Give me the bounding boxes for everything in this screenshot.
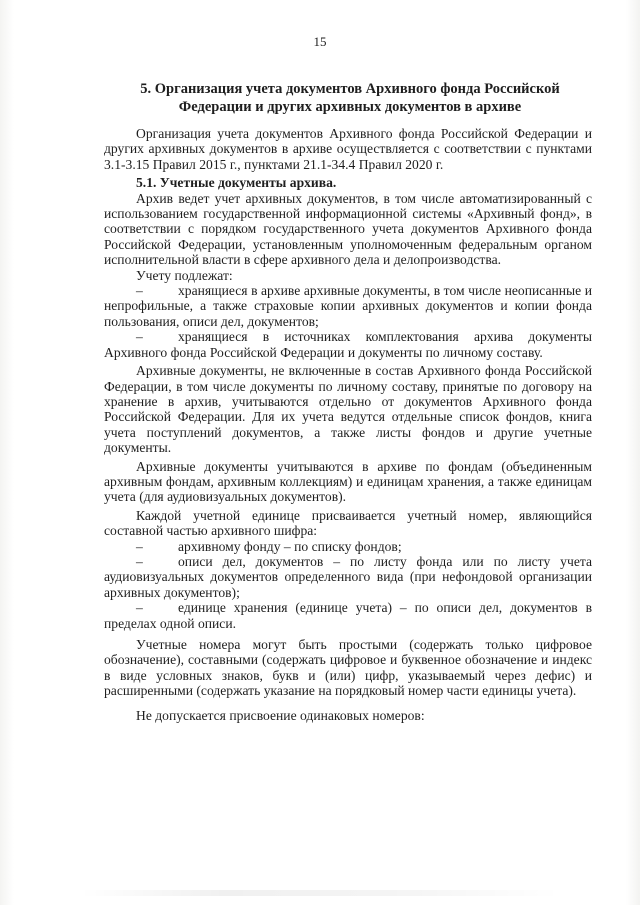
page-number: 15 — [313, 34, 327, 49]
list-item-inventory — [104, 554, 592, 600]
list-item-source-documents — [104, 329, 592, 360]
paragraph-accounting-units: Архивные документы учитываются в архиве по фондам (объединенным архивным фондам, архивным коллекциям) и единицам хранения, а также единицам учета (для аудиовизуальных документов). — [104, 458, 592, 505]
list-item-text: хранящиеся в источниках комплектования архива документы Архивного фонда Российской Федерации и документы по личному составу. — [104, 329, 592, 360]
document-body — [104, 126, 592, 723]
list-dash: – — [136, 600, 143, 616]
list-dash: – — [136, 283, 143, 299]
list-dash: – — [136, 538, 143, 554]
paragraph-subject-to-accounting: Учету подлежат: — [136, 267, 233, 283]
subheading: 5.1. Учетные документы архива. — [136, 175, 337, 191]
list-item-text: описи дел, документов – по листу фонда или по листу учета аудиовизуальных документов определенного вида (при нефондовой организации архивных документов); — [104, 553, 592, 600]
list-dash: – — [136, 329, 143, 345]
paragraph-number-types: Учетные номера могут быть простыми (содержать только цифровое обозначение), составными (содержать цифровое и буквенное обозначение и индекс в виде условных знаков, букв и (или) цифр, указываемый через дефис) и расширенными (содержать указание на порядковый номер части единицы учета). — [104, 637, 592, 699]
list-item-text: единице хранения (единице учета) – по описи дел, документов в пределах одной описи. — [104, 600, 592, 631]
paragraph-duplicate-numbers: Не допускается присвоение одинаковых номеров: — [136, 707, 425, 723]
list-item-fund — [104, 539, 592, 554]
list-item-text: архивному фонду – по списку фондов; — [178, 538, 402, 554]
section-title: 5. Организация учета документов Архивного фонда Российской Федерации и других архивных документов в архиве — [140, 81, 560, 115]
list-item-text: хранящиеся в архиве архивные документы, в том числе неописанные и непрофильные, а также страховые копии архивных документов и копии фонда пользования, описи дел, документов; — [104, 283, 592, 329]
list-item-storage-unit — [104, 600, 592, 631]
scan-artifact — [80, 890, 560, 896]
paragraph-intro: Организация учета документов Архивного фонда Российской Федерации и других архивных документов в архиве осуществляется с соответствии с пунктами 3.1-3.15 Правил 2015 г., пунктами 21.1-34.4 Правил 2020 г. — [104, 126, 592, 172]
paragraph-accounting-number: Каждой учетной единице присваивается учетный номер, являющийся составной частью архивного шифра: — [104, 507, 592, 539]
paragraph-archive-accounting: Архив ведет учет архивных документов, в том числе автоматизированный с использованием государственной информационной системы «Архивный фонд», в соответствии с порядком государственного учета документов Архивного фонда Российской Федерации, установленным уполномоченным федеральным органом исполнительной власти в сфере архивного дела и делопроизводства. — [104, 190, 592, 268]
list-item-archive-documents — [104, 283, 592, 329]
list-dash: – — [136, 553, 143, 569]
paragraph-non-fund-documents: Архивные документы, не включенные в состав Архивного фонда Российской Федерации, в том числе документы по личному составу, принятые по договору на хранение в архив, учитываются отдельно от документов Архивного фонда Российской Федерации. Для их учета ведутся отдельные список фондов, книга учета поступлений документов, а также листы фондов и другие учетные документы. — [104, 363, 592, 456]
